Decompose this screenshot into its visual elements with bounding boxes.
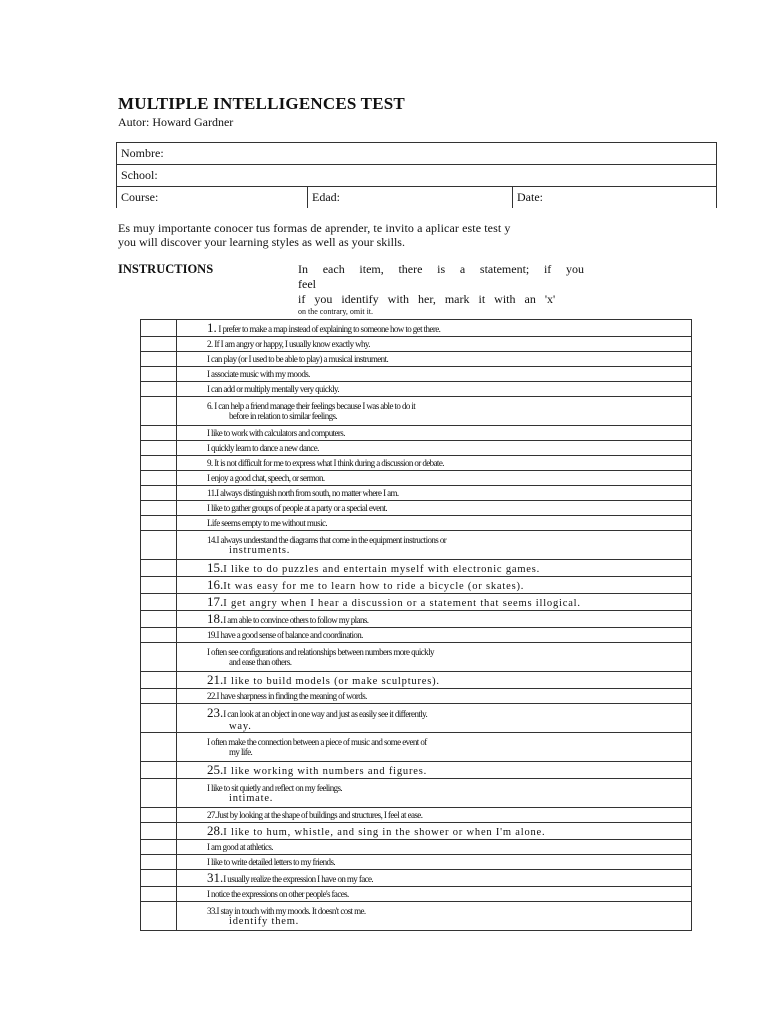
answer-checkbox-cell[interactable]	[141, 840, 177, 855]
question-text: I like to do puzzles and entertain myself with electronic games.	[223, 564, 541, 575]
question-row	[141, 397, 692, 426]
question-text-cell	[177, 870, 692, 887]
question-row	[141, 441, 692, 456]
question-row	[141, 689, 692, 704]
answer-checkbox-cell[interactable]	[141, 501, 177, 516]
answer-checkbox-cell[interactable]	[141, 471, 177, 486]
question-text: I usually realize the expression I have on my face.	[223, 874, 374, 884]
question-row	[141, 516, 692, 531]
question-number: 23.	[207, 704, 224, 720]
question-text-continuation: my life.	[229, 747, 253, 757]
question-row	[141, 628, 692, 643]
answer-checkbox-cell[interactable]	[141, 902, 177, 931]
question-number: 25.	[207, 762, 224, 777]
question-number: 28.	[207, 823, 224, 838]
question-text: I notice the expressions on other people's faces.	[207, 889, 349, 899]
question-text-cell	[177, 840, 692, 855]
question-row	[141, 382, 692, 397]
answer-checkbox-cell[interactable]	[141, 486, 177, 501]
question-row	[141, 577, 692, 594]
answer-checkbox-cell[interactable]	[141, 808, 177, 823]
question-row	[141, 808, 692, 823]
question-row	[141, 352, 692, 367]
answer-checkbox-cell[interactable]	[141, 337, 177, 352]
question-text-cell	[177, 779, 692, 808]
answer-checkbox-cell[interactable]	[141, 560, 177, 577]
question-text-cell	[177, 628, 692, 643]
date-field[interactable]: Date:	[513, 187, 717, 209]
question-text-cell	[177, 704, 692, 733]
answer-checkbox-cell[interactable]	[141, 577, 177, 594]
question-row	[141, 531, 692, 560]
answer-checkbox-cell[interactable]	[141, 672, 177, 689]
question-text: I like to sit quietly and reflect on my feelings.	[207, 782, 343, 793]
question-text: 6. I can help a friend manage their feelings because I was able to do it	[207, 401, 416, 411]
question-text-continuation: instruments.	[229, 544, 291, 556]
answer-checkbox-cell[interactable]	[141, 870, 177, 887]
question-row	[141, 902, 692, 931]
question-row	[141, 367, 692, 382]
question-text-cell	[177, 471, 692, 486]
question-text-cell	[177, 382, 692, 397]
question-row	[141, 733, 692, 762]
question-row	[141, 486, 692, 501]
question-text-cell	[177, 855, 692, 870]
instructions-heading: INSTRUCTIONS	[118, 262, 214, 276]
question-row	[141, 643, 692, 672]
answer-checkbox-cell[interactable]	[141, 531, 177, 560]
instructions-line-3: on the contrary, omit it.	[298, 307, 374, 316]
question-row	[141, 560, 692, 577]
question-row	[141, 471, 692, 486]
question-text-cell	[177, 441, 692, 456]
question-text-cell	[177, 823, 692, 840]
question-text-cell	[177, 501, 692, 516]
answer-checkbox-cell[interactable]	[141, 689, 177, 704]
answer-checkbox-cell[interactable]	[141, 643, 177, 672]
question-row	[141, 887, 692, 902]
edad-field[interactable]: Edad:	[308, 187, 513, 209]
question-text: 33.I stay in touch with my moods. It doesn't cost me.	[207, 905, 366, 916]
question-text-continuation: identify them.	[229, 915, 300, 927]
answer-checkbox-cell[interactable]	[141, 762, 177, 779]
question-number: 18.	[207, 611, 224, 626]
question-text: I like to build models (or make sculptures).	[223, 676, 440, 687]
question-text-cell	[177, 594, 692, 611]
nombre-field[interactable]: Nombre:	[117, 143, 717, 165]
question-text: I quickly learn to dance a new dance.	[207, 443, 319, 453]
question-text-cell	[177, 426, 692, 441]
question-row	[141, 840, 692, 855]
answer-checkbox-cell[interactable]	[141, 594, 177, 611]
answer-checkbox-cell[interactable]	[141, 733, 177, 762]
question-number: 16.	[207, 577, 224, 592]
question-number: 31.	[207, 870, 224, 885]
answer-checkbox-cell[interactable]	[141, 779, 177, 808]
question-text: 14.I always understand the diagrams that come in the equipment instructions or	[207, 534, 447, 545]
answer-checkbox-cell[interactable]	[141, 704, 177, 733]
question-row	[141, 823, 692, 840]
question-number: 15.	[207, 560, 224, 575]
question-text: I like to write detailed letters to my friends.	[207, 857, 336, 867]
answer-checkbox-cell[interactable]	[141, 320, 177, 337]
question-text: 2. If I am angry or happy, I usually know exactly why.	[207, 339, 370, 349]
question-text: 27.Just by looking at the shape of buildings and structures, I feel at ease.	[207, 810, 423, 820]
question-text: I prefer to make a map instead of explaining to someone how to get there.	[216, 324, 441, 334]
question-text: I can look at an object in one way and just as easily see it differently.	[223, 708, 428, 719]
question-text: I am able to convince others to follow my plans.	[223, 615, 369, 625]
question-text: I associate music with my moods.	[207, 369, 310, 379]
answer-checkbox-cell[interactable]	[141, 823, 177, 840]
question-text-cell	[177, 643, 692, 672]
question-text: 9. It is not difficult for me to express what I think during a discussion or debate.	[207, 458, 444, 468]
question-text-cell	[177, 762, 692, 779]
question-text-cell	[177, 611, 692, 628]
answer-checkbox-cell[interactable]	[141, 628, 177, 643]
intro-paragraph	[118, 221, 538, 249]
question-text-cell	[177, 733, 692, 762]
question-text: 11.I always distinguish north from south, no matter where I am.	[207, 488, 399, 498]
question-text-cell	[177, 560, 692, 577]
instructions-text	[298, 262, 584, 317]
question-row	[141, 456, 692, 471]
question-row	[141, 426, 692, 441]
intro-line-2: you will discover your learning styles as well as your skills.	[118, 235, 405, 249]
question-row	[141, 870, 692, 887]
question-text: 19.I have a good sense of balance and coordination.	[207, 630, 363, 640]
question-text: 22.I have sharpness in finding the meaning of words.	[207, 691, 367, 701]
question-text: Life seems empty to me without music.	[207, 518, 328, 528]
answer-checkbox-cell[interactable]	[141, 426, 177, 441]
question-text: I am good at athletics.	[207, 842, 273, 852]
course-field[interactable]: Course:	[117, 187, 308, 209]
question-text: I get angry when I hear a discussion or a statement that seems illogical.	[223, 598, 581, 609]
question-text-cell	[177, 337, 692, 352]
student-info-form	[116, 142, 717, 208]
question-text-cell	[177, 352, 692, 367]
question-row	[141, 337, 692, 352]
question-row	[141, 611, 692, 628]
page-title: MULTIPLE INTELLIGENCES TEST	[118, 94, 405, 113]
answer-checkbox-cell[interactable]	[141, 441, 177, 456]
question-text-cell	[177, 689, 692, 704]
question-text: I often see configurations and relationships between numbers more quickly	[207, 647, 434, 657]
question-text: I like to work with calculators and computers.	[207, 428, 345, 438]
question-text: It was easy for me to learn how to ride a bicycle (or skates).	[223, 581, 525, 592]
question-row	[141, 501, 692, 516]
question-text-cell	[177, 516, 692, 531]
question-text-cell	[177, 808, 692, 823]
answer-checkbox-cell[interactable]	[141, 456, 177, 471]
question-row	[141, 320, 692, 337]
question-text: I like working with numbers and figures.	[223, 766, 428, 777]
question-text-continuation: before in relation to similar feelings.	[229, 411, 338, 421]
question-text: I like to gather groups of people at a party or a special event.	[207, 503, 388, 513]
question-text-continuation: intimate.	[229, 792, 274, 804]
question-number: 21.	[207, 672, 224, 687]
question-text: I can play (or I used to be able to play) a musical instrument.	[207, 354, 389, 364]
intro-line-1: Es muy importante conocer tus formas de aprender, te invito a aplicar este test y	[118, 221, 511, 235]
question-row	[141, 779, 692, 808]
question-number: 1.	[207, 320, 217, 335]
question-text: I can add or multiply mentally very quickly.	[207, 384, 339, 394]
instructions-line-1: In each item, there is a statement; if you feel	[298, 262, 584, 291]
school-field[interactable]: School:	[117, 165, 717, 187]
answer-checkbox-cell[interactable]	[141, 611, 177, 628]
questionnaire-table	[140, 319, 692, 931]
question-text: I often make the connection between a piece of music and some event of	[207, 737, 427, 747]
question-text: I enjoy a good chat, speech, or sermon.	[207, 473, 325, 483]
question-text-cell	[177, 320, 692, 337]
question-text: I like to hum, whistle, and sing in the shower or when I'm alone.	[223, 827, 546, 838]
answer-checkbox-cell[interactable]	[141, 352, 177, 367]
question-text-cell	[177, 367, 692, 382]
answer-checkbox-cell[interactable]	[141, 367, 177, 382]
question-text-cell	[177, 456, 692, 471]
answer-checkbox-cell[interactable]	[141, 887, 177, 902]
question-text-cell	[177, 531, 692, 560]
question-text-continuation: and ease than others.	[229, 657, 292, 667]
question-text-cell	[177, 672, 692, 689]
author-line: Autor: Howard Gardner	[118, 115, 234, 129]
question-text-continuation: way.	[229, 720, 252, 732]
question-row	[141, 762, 692, 779]
instructions-line-2: if you identify with her, mark it with an 'x'	[298, 292, 556, 306]
question-text-cell	[177, 577, 692, 594]
answer-checkbox-cell[interactable]	[141, 397, 177, 426]
question-number: 17.	[207, 594, 224, 609]
question-text-cell	[177, 397, 692, 426]
question-text-cell	[177, 902, 692, 931]
question-row	[141, 672, 692, 689]
question-row	[141, 594, 692, 611]
question-row	[141, 855, 692, 870]
answer-checkbox-cell[interactable]	[141, 516, 177, 531]
answer-checkbox-cell[interactable]	[141, 855, 177, 870]
answer-checkbox-cell[interactable]	[141, 382, 177, 397]
question-row	[141, 704, 692, 733]
question-text-cell	[177, 486, 692, 501]
question-text-cell	[177, 887, 692, 902]
